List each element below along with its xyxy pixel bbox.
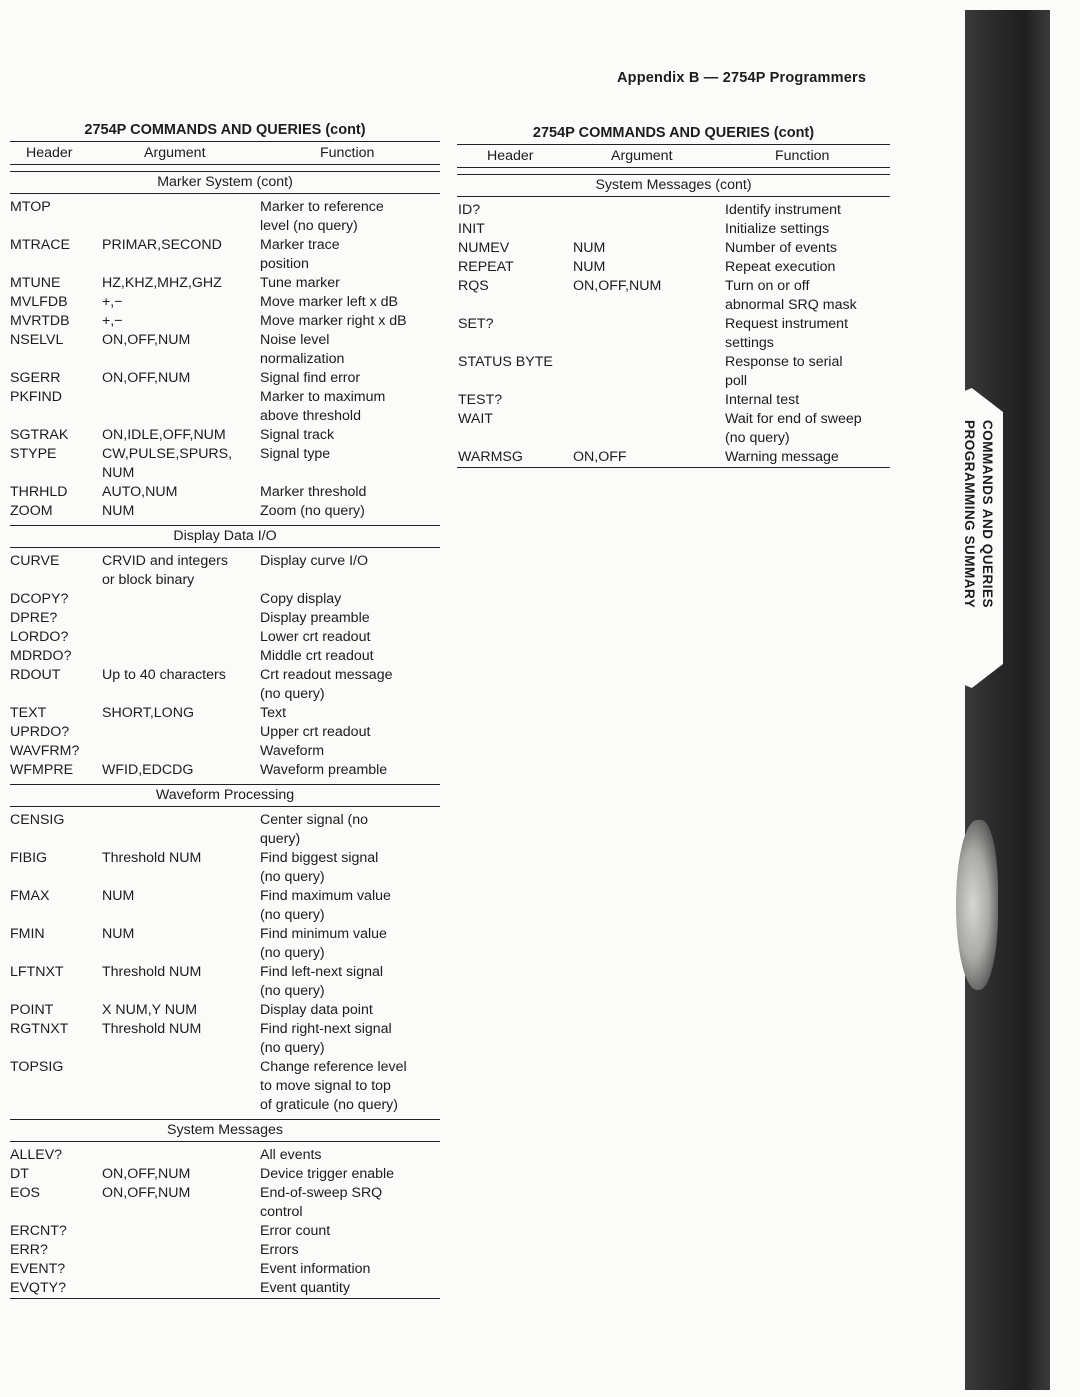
table-end-rule bbox=[10, 1298, 440, 1299]
command-function: Identify instrument bbox=[725, 202, 841, 218]
command-function: Find maximum value (no query) bbox=[260, 888, 391, 923]
command-function: Find biggest signal (no query) bbox=[260, 850, 379, 885]
table-row bbox=[10, 666, 440, 704]
command-function: Signal type bbox=[260, 446, 331, 462]
command-function: Lower crt readout bbox=[260, 629, 371, 645]
section-tab-line1: COMMANDS AND QUERIES bbox=[980, 420, 995, 609]
command-header: TEST? bbox=[458, 392, 503, 408]
command-function: Text bbox=[260, 705, 287, 721]
command-header: CURVE bbox=[10, 553, 60, 569]
command-header: CENSIG bbox=[10, 812, 65, 828]
command-header: FIBIG bbox=[10, 850, 48, 866]
command-header: FMIN bbox=[10, 926, 45, 942]
command-header: SGERR bbox=[10, 370, 61, 386]
command-function: Find left-next signal (no query) bbox=[260, 964, 384, 999]
command-header: REPEAT bbox=[458, 259, 514, 275]
table-row bbox=[10, 704, 440, 723]
command-header: INIT bbox=[458, 221, 485, 237]
command-function: Wait for end of sweep (no query) bbox=[725, 411, 862, 446]
command-function: Event quantity bbox=[260, 1280, 350, 1296]
command-argument: AUTO,NUM bbox=[102, 484, 178, 500]
table-row bbox=[10, 312, 440, 331]
command-header: STATUS BYTE bbox=[458, 354, 553, 370]
command-function: Marker threshold bbox=[260, 484, 367, 500]
command-function: Display data point bbox=[260, 1002, 373, 1018]
command-header: DT bbox=[10, 1166, 29, 1182]
section-tab-line2: PROGRAMMING SUMMARY bbox=[962, 420, 977, 609]
command-header: ID? bbox=[458, 202, 481, 218]
column-header: Header bbox=[487, 148, 534, 164]
command-header: MDRDO? bbox=[10, 648, 72, 664]
section-heading: System Messages (cont) bbox=[457, 174, 890, 197]
command-argument: ON,OFF bbox=[573, 449, 627, 465]
table-row bbox=[10, 274, 440, 293]
column-header: Header bbox=[26, 145, 73, 161]
command-argument: Threshold NUM bbox=[102, 964, 202, 980]
command-argument: ON,OFF,NUM bbox=[102, 1185, 191, 1201]
command-function: Move marker right x dB bbox=[260, 313, 407, 329]
table-title: 2754P COMMANDS AND QUERIES (cont) bbox=[532, 125, 815, 141]
command-header: MTUNE bbox=[10, 275, 61, 291]
command-argument: X NUM,Y NUM bbox=[102, 1002, 198, 1018]
command-argument: PRIMAR,SECOND bbox=[102, 237, 222, 253]
command-function: Marker trace position bbox=[260, 237, 340, 272]
table-row bbox=[10, 849, 440, 887]
command-header: WAIT bbox=[458, 411, 493, 427]
command-function: Crt readout message (no query) bbox=[260, 667, 393, 702]
table-row bbox=[10, 426, 440, 445]
command-argument: WFID,EDCDG bbox=[102, 762, 194, 778]
command-function: Errors bbox=[260, 1242, 299, 1258]
table-row bbox=[10, 761, 440, 780]
table-row bbox=[10, 331, 440, 369]
command-header: FMAX bbox=[10, 888, 50, 904]
scan-artifact bbox=[956, 820, 998, 990]
table-row bbox=[457, 239, 890, 258]
command-header: NUMEV bbox=[458, 240, 510, 256]
table-row bbox=[10, 590, 440, 609]
table-row bbox=[10, 1146, 440, 1165]
command-header: WAVFRM? bbox=[10, 743, 80, 759]
section-heading: Marker System (cont) bbox=[10, 171, 440, 194]
table-row bbox=[10, 1241, 440, 1260]
command-header: EOS bbox=[10, 1185, 40, 1201]
command-function: Noise level normalization bbox=[260, 332, 345, 367]
table-body bbox=[457, 174, 890, 468]
command-function: Copy display bbox=[260, 591, 342, 607]
table-body bbox=[10, 171, 440, 1299]
command-header: LFTNXT bbox=[10, 964, 64, 980]
left-command-table bbox=[10, 121, 440, 1299]
command-function: Find right-next signal (no query) bbox=[260, 1021, 392, 1056]
command-function: Display preamble bbox=[260, 610, 370, 626]
command-function: Tune marker bbox=[260, 275, 340, 291]
command-function: Response to serial poll bbox=[725, 354, 843, 389]
command-header: ALLEV? bbox=[10, 1147, 63, 1163]
section-heading: Waveform Processing bbox=[10, 784, 440, 807]
table-row bbox=[10, 1001, 440, 1020]
section-rows bbox=[10, 548, 440, 780]
command-argument: Threshold NUM bbox=[102, 1021, 202, 1037]
command-argument: NUM bbox=[102, 888, 135, 904]
command-function: Middle crt readout bbox=[260, 648, 374, 664]
page-edge-shadow bbox=[965, 10, 1050, 1390]
command-function: End-of-sweep SRQ control bbox=[260, 1185, 383, 1220]
table-row bbox=[10, 963, 440, 1001]
table-row bbox=[10, 388, 440, 426]
page-header: Appendix B — 2754P Programmers bbox=[617, 70, 867, 86]
table-row bbox=[10, 742, 440, 761]
table-row bbox=[10, 723, 440, 742]
command-header: STYPE bbox=[10, 446, 57, 462]
command-argument: NUM bbox=[102, 926, 135, 942]
command-header: POINT bbox=[10, 1002, 54, 1018]
command-argument: SHORT,LONG bbox=[102, 705, 194, 721]
command-header: RQS bbox=[458, 278, 489, 294]
column-argument: Argument bbox=[611, 148, 673, 164]
command-argument: ON,IDLE,OFF,NUM bbox=[102, 427, 226, 443]
command-header: MTRACE bbox=[10, 237, 70, 253]
command-argument: CRVID and integers or block binary bbox=[102, 553, 228, 588]
command-header: NSELVL bbox=[10, 332, 64, 348]
command-header: MTOP bbox=[10, 199, 51, 215]
table-row bbox=[10, 502, 440, 521]
section-tab-label bbox=[956, 420, 996, 670]
table-row bbox=[457, 391, 890, 410]
command-header: WFMPRE bbox=[10, 762, 74, 778]
command-function: All events bbox=[260, 1147, 322, 1163]
command-header: SET? bbox=[458, 316, 494, 332]
command-function: Error count bbox=[260, 1223, 331, 1239]
table-row bbox=[10, 552, 440, 590]
table-row bbox=[10, 628, 440, 647]
table-row bbox=[10, 445, 440, 483]
table-row bbox=[10, 1222, 440, 1241]
command-argument: ON,OFF,NUM bbox=[573, 278, 662, 294]
command-function: Warning message bbox=[725, 449, 839, 465]
table-row bbox=[10, 609, 440, 628]
command-argument: +,− bbox=[102, 294, 123, 310]
table-row bbox=[10, 647, 440, 666]
column-function: Function bbox=[320, 145, 375, 161]
table-row bbox=[10, 1058, 440, 1115]
command-header: ZOOM bbox=[10, 503, 53, 519]
section-rows bbox=[10, 1142, 440, 1298]
command-function: Display curve I/O bbox=[260, 553, 369, 569]
command-function: Turn on or off abnormal SRQ mask bbox=[725, 278, 857, 313]
command-function: Internal test bbox=[725, 392, 800, 408]
command-function: Device trigger enable bbox=[260, 1166, 395, 1182]
table-title: 2754P COMMANDS AND QUERIES (cont) bbox=[84, 122, 366, 138]
command-function: Signal find error bbox=[260, 370, 361, 386]
table-row bbox=[457, 258, 890, 277]
column-header-row bbox=[10, 141, 440, 165]
command-header: RGTNXT bbox=[10, 1021, 69, 1037]
command-argument: CW,PULSE,SPURS, NUM bbox=[102, 446, 233, 481]
command-header: TOPSIG bbox=[10, 1059, 64, 1075]
command-function: Repeat execution bbox=[725, 259, 836, 275]
command-header: THRHLD bbox=[10, 484, 68, 500]
table-row bbox=[10, 1260, 440, 1279]
table-row bbox=[457, 201, 890, 220]
table-row bbox=[457, 220, 890, 239]
command-header: DCOPY? bbox=[10, 591, 69, 607]
column-header-row bbox=[457, 144, 890, 168]
command-function: Request instrument settings bbox=[725, 316, 849, 351]
command-header: SGTRAK bbox=[10, 427, 69, 443]
command-header: DPRE? bbox=[10, 610, 58, 626]
section-rows bbox=[10, 807, 440, 1115]
command-function: Center signal (no query) bbox=[260, 812, 369, 847]
command-argument: ON,OFF,NUM bbox=[102, 332, 191, 348]
table-row bbox=[10, 887, 440, 925]
command-argument: +,− bbox=[102, 313, 123, 329]
command-header: UPRDO? bbox=[10, 724, 70, 740]
command-function: Marker to maximum above threshold bbox=[260, 389, 386, 424]
command-argument: NUM bbox=[573, 259, 606, 275]
command-function: Number of events bbox=[725, 240, 837, 256]
command-function: Change reference level to move signal to top of graticule (no query) bbox=[260, 1059, 407, 1113]
command-argument: HZ,KHZ,MHZ,GHZ bbox=[102, 275, 222, 291]
command-header: EVENT? bbox=[10, 1261, 66, 1277]
table-row bbox=[10, 198, 440, 236]
command-header: MVRTDB bbox=[10, 313, 70, 329]
section-rows bbox=[457, 197, 890, 467]
command-function: Zoom (no query) bbox=[260, 503, 365, 519]
section-heading: Display Data I/O bbox=[10, 525, 440, 548]
command-header: ERCNT? bbox=[10, 1223, 67, 1239]
command-header: LORDO? bbox=[10, 629, 69, 645]
command-function: Find minimum value (no query) bbox=[260, 926, 387, 961]
command-function: Signal track bbox=[260, 427, 335, 443]
command-argument: Threshold NUM bbox=[102, 850, 202, 866]
column-argument: Argument bbox=[144, 145, 206, 161]
command-function: Upper crt readout bbox=[260, 724, 371, 740]
section-rows bbox=[10, 194, 440, 521]
command-header: RDOUT bbox=[10, 667, 61, 683]
command-function: Move marker left x dB bbox=[260, 294, 398, 310]
table-row bbox=[10, 1279, 440, 1298]
table-row bbox=[457, 315, 890, 353]
table-row bbox=[10, 811, 440, 849]
command-header: EVQTY? bbox=[10, 1280, 66, 1296]
command-header: MVLFDB bbox=[10, 294, 68, 310]
command-argument: NUM bbox=[573, 240, 606, 256]
table-row bbox=[457, 277, 890, 315]
table-row bbox=[10, 1165, 440, 1184]
table-row bbox=[10, 236, 440, 274]
table-row bbox=[457, 353, 890, 391]
command-function: Initialize settings bbox=[725, 221, 830, 237]
command-function: Waveform preamble bbox=[260, 762, 388, 778]
command-argument: Up to 40 characters bbox=[102, 667, 226, 683]
command-header: ERR? bbox=[10, 1242, 48, 1258]
table-row bbox=[10, 369, 440, 388]
table-end-rule bbox=[457, 467, 890, 468]
command-function: Marker to reference level (no query) bbox=[260, 199, 384, 234]
table-row bbox=[10, 293, 440, 312]
command-header: PKFIND bbox=[10, 389, 63, 405]
column-function: Function bbox=[775, 148, 830, 164]
table-row bbox=[10, 1020, 440, 1058]
right-command-table bbox=[457, 124, 890, 468]
table-row bbox=[457, 410, 890, 448]
command-function: Event information bbox=[260, 1261, 371, 1277]
command-function: Waveform bbox=[260, 743, 325, 759]
table-row bbox=[457, 448, 890, 467]
command-header: TEXT bbox=[10, 705, 47, 721]
command-argument: NUM bbox=[102, 503, 135, 519]
table-row bbox=[10, 925, 440, 963]
command-header: WARMSG bbox=[458, 449, 523, 465]
command-argument: ON,OFF,NUM bbox=[102, 1166, 191, 1182]
table-row bbox=[10, 1184, 440, 1222]
section-heading: System Messages bbox=[10, 1119, 440, 1142]
table-row bbox=[10, 483, 440, 502]
command-argument: ON,OFF,NUM bbox=[102, 370, 191, 386]
